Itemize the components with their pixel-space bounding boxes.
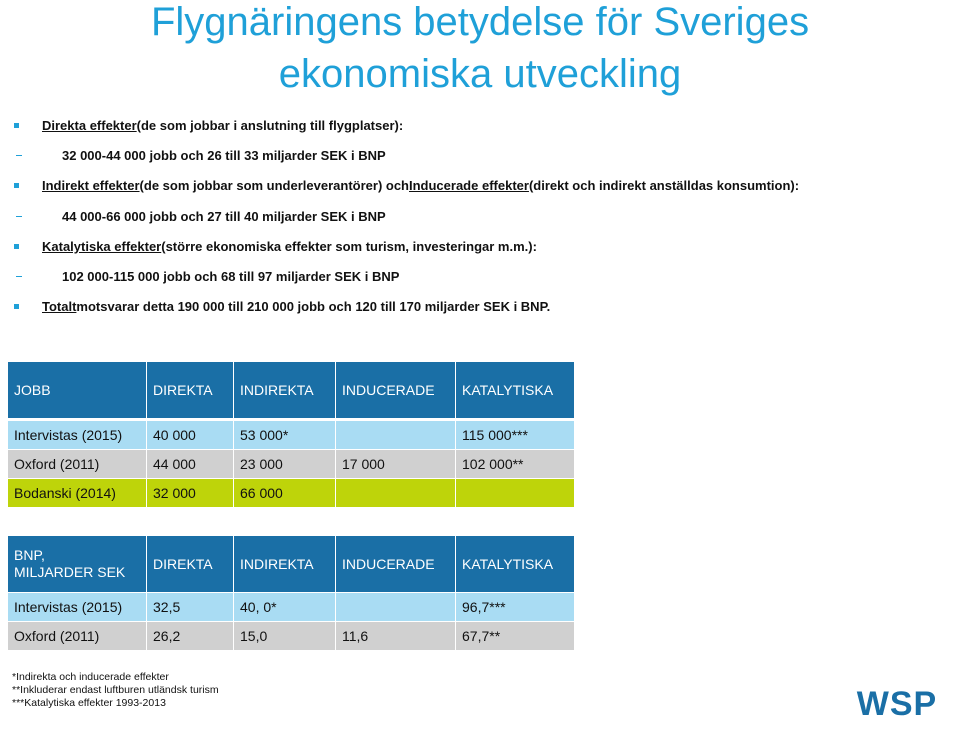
table-cell: Oxford (2011) — [8, 622, 147, 650]
header-cell — [8, 536, 147, 592]
dash-icon — [16, 155, 22, 156]
table-cell: 67,7** — [456, 622, 574, 650]
bullet-text: (de som jobbar som underleverantörer) och — [139, 178, 409, 193]
table-cell: 44 000 — [147, 450, 234, 478]
bullet-label: Indirekt effekter — [42, 178, 140, 193]
header-cell: DIREKTA — [147, 536, 234, 592]
table-cell — [456, 479, 574, 507]
page-title — [0, 0, 960, 100]
table-cell: Bodanski (2014) — [8, 479, 147, 507]
table-row — [8, 593, 574, 621]
table-cell: Intervistas (2015) — [8, 421, 147, 449]
bullet-label-2: Inducerade effekter — [409, 178, 529, 193]
table-cell — [336, 593, 456, 621]
bullet-indirect — [14, 178, 799, 193]
logo-text: WSP — [856, 685, 938, 722]
footnotes — [12, 671, 219, 710]
dash-icon — [16, 276, 22, 277]
table-cell: Intervistas (2015) — [8, 593, 147, 621]
bullet-total — [14, 299, 550, 314]
dash-icon — [16, 216, 22, 217]
header-cell: JOBB — [8, 362, 147, 418]
bullet-text: motsvarar detta 190 000 till 210 000 jobb och 120 till 170 miljarder SEK i BNP. — [76, 299, 551, 314]
header-cell: INDIREKTA — [234, 536, 336, 592]
table-cell: 26,2 — [147, 622, 234, 650]
header-line: BNP, — [14, 547, 45, 563]
table-cell: 102 000** — [456, 450, 574, 478]
sub-bullet-text: 32 000-44 000 jobb och 26 till 33 miljarder SEK i BNP — [62, 148, 386, 163]
bullet-text: (större ekonomiska effekter som turism, investeringar m.m.): — [161, 239, 537, 254]
bullet-label: Katalytiska effekter — [42, 239, 162, 254]
table-cell: 23 000 — [234, 450, 336, 478]
footnote: **Inkluderar endast luftburen utländsk turism — [12, 684, 219, 696]
table-row — [8, 622, 574, 650]
sub-bullet-indirect — [14, 209, 386, 224]
table-cell: 40 000 — [147, 421, 234, 449]
header-cell: DIREKTA — [147, 362, 234, 418]
table-cell: 53 000* — [234, 421, 336, 449]
table-cell: 32,5 — [147, 593, 234, 621]
sub-bullet-text: 44 000-66 000 jobb och 27 till 40 miljarder SEK i BNP — [62, 209, 386, 224]
bullet-text: (direkt och indirekt anställdas konsumtion): — [528, 178, 800, 193]
table-cell: 96,7*** — [456, 593, 574, 621]
bullet-square-icon — [14, 304, 19, 309]
bullet-direct — [14, 118, 403, 133]
sub-bullet-text: 102 000-115 000 jobb och 68 till 97 miljarder SEK i BNP — [62, 269, 400, 284]
header-cell: KATALYTISKA — [456, 362, 574, 418]
bullet-square-icon — [14, 183, 19, 188]
title-line-2: ekonomiska utveckling — [278, 52, 682, 96]
title-line-1: Flygnäringens betydelse för Sveriges — [150, 0, 810, 44]
table-cell: 115 000*** — [456, 421, 574, 449]
bullet-square-icon — [14, 244, 19, 249]
footnote: *Indirekta och inducerade effekter — [12, 671, 169, 683]
wsp-logo — [838, 684, 956, 722]
header-cell: KATALYTISKA — [456, 536, 574, 592]
header-cell: INDUCERADE — [336, 362, 456, 418]
bullet-label: Direkta effekter — [42, 118, 137, 133]
bullet-text: (de som jobbar i anslutning till flygplatser): — [136, 118, 404, 133]
bullet-square-icon — [14, 123, 19, 128]
table-cell: 11,6 — [336, 622, 456, 650]
header-cell: INDUCERADE — [336, 536, 456, 592]
table-cell — [336, 421, 456, 449]
table-cell: Oxford (2011) — [8, 450, 147, 478]
table-cell: 66 000 — [234, 479, 336, 507]
table-row — [8, 479, 574, 507]
table-row — [8, 450, 574, 478]
table-cell: 40, 0* — [234, 593, 336, 621]
table-row — [8, 421, 574, 449]
bullet-catalytic — [14, 239, 537, 254]
table-cell — [336, 479, 456, 507]
table-cell: 32 000 — [147, 479, 234, 507]
sub-bullet-direct — [14, 148, 386, 163]
bullet-label: Totalt — [42, 299, 77, 314]
table-cell: 15,0 — [234, 622, 336, 650]
table-header — [8, 536, 574, 592]
header-cell: INDIREKTA — [234, 362, 336, 418]
footnote: ***Katalytiska effekter 1993-2013 — [12, 697, 166, 709]
table-cell: 17 000 — [336, 450, 456, 478]
header-line: MILJARDER SEK — [14, 564, 126, 580]
table-header — [8, 362, 574, 418]
sub-bullet-catalytic — [14, 269, 399, 284]
